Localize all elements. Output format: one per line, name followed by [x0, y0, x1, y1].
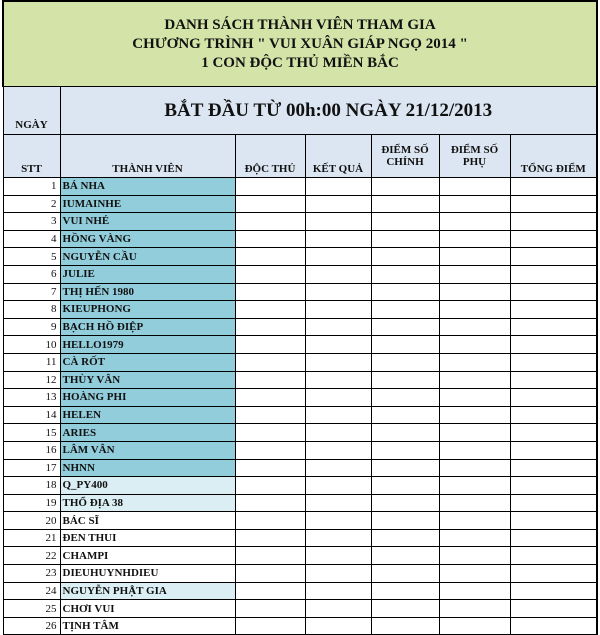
sub-score-cell[interactable]: [439, 424, 510, 442]
main-score-cell[interactable]: [371, 318, 439, 336]
member-name-cell[interactable]: ĐEN THUI: [60, 529, 235, 547]
member-name-cell[interactable]: THỔ ĐỊA 38: [60, 494, 235, 512]
ket-qua-cell[interactable]: [305, 582, 371, 600]
stt-cell[interactable]: 1: [3, 178, 60, 196]
main-score-cell[interactable]: [371, 459, 439, 477]
table-row: [3, 441, 597, 459]
doc-thu-cell[interactable]: [235, 494, 305, 512]
table-row: [3, 283, 597, 301]
ket-qua-cell[interactable]: [305, 529, 371, 547]
sub-score-cell[interactable]: [439, 477, 510, 495]
member-name-cell[interactable]: TỊNH TÂM: [60, 617, 235, 635]
table-row: [3, 301, 597, 319]
table-row: [3, 582, 597, 600]
stt-cell[interactable]: 23: [3, 565, 60, 583]
table-row: [3, 547, 597, 565]
doc-thu-cell[interactable]: [235, 512, 305, 530]
ket-qua-cell[interactable]: [305, 248, 371, 266]
table-row: [3, 600, 597, 618]
sub-score-cell[interactable]: [439, 318, 510, 336]
ket-qua-cell[interactable]: [305, 318, 371, 336]
sub-score-cell[interactable]: [439, 336, 510, 354]
ket-qua-cell[interactable]: [305, 301, 371, 319]
stt-cell[interactable]: 21: [3, 529, 60, 547]
member-name-cell[interactable]: HOÀNG PHI: [60, 389, 235, 407]
member-name-cell[interactable]: BÁ NHA: [60, 178, 235, 196]
doc-thu-cell[interactable]: [235, 371, 305, 389]
main-score-cell[interactable]: [371, 336, 439, 354]
total-score-cell[interactable]: [510, 336, 597, 354]
stt-cell[interactable]: 17: [3, 459, 60, 477]
ket-qua-cell[interactable]: [305, 459, 371, 477]
date-label-cell[interactable]: NGÀY: [3, 87, 60, 135]
ket-qua-cell[interactable]: [305, 195, 371, 213]
ket-qua-cell[interactable]: [305, 353, 371, 371]
main-score-cell[interactable]: [371, 283, 439, 301]
table-row: [3, 617, 597, 635]
member-name-cell[interactable]: HELEN: [60, 406, 235, 424]
doc-thu-cell[interactable]: [235, 248, 305, 266]
doc-thu-cell[interactable]: [235, 213, 305, 231]
member-name-cell[interactable]: THÙY VÂN: [60, 371, 235, 389]
main-score-cell[interactable]: [371, 529, 439, 547]
member-name-cell[interactable]: BÁC SĨ: [60, 512, 235, 530]
ket-qua-cell[interactable]: [305, 230, 371, 248]
member-name-cell[interactable]: HELLO1979: [60, 336, 235, 354]
member-name-cell[interactable]: ARIES: [60, 424, 235, 442]
stt-cell[interactable]: 3: [3, 213, 60, 231]
doc-thu-cell[interactable]: [235, 318, 305, 336]
total-score-cell[interactable]: [510, 441, 597, 459]
ket-qua-cell[interactable]: [305, 213, 371, 231]
member-name-cell[interactable]: THỊ HẾN 1980: [60, 283, 235, 301]
doc-thu-cell[interactable]: [235, 582, 305, 600]
doc-thu-cell[interactable]: [235, 600, 305, 618]
sub-score-cell[interactable]: [439, 213, 510, 231]
doc-thu-cell[interactable]: [235, 301, 305, 319]
main-score-cell[interactable]: [371, 494, 439, 512]
stt-cell[interactable]: 20: [3, 512, 60, 530]
header-member[interactable]: THÀNH VIÊN: [60, 135, 235, 178]
table-row: [3, 318, 597, 336]
ket-qua-cell[interactable]: [305, 265, 371, 283]
total-score-cell[interactable]: [510, 424, 597, 442]
member-name-cell[interactable]: HỒNG VÀNG: [60, 230, 235, 248]
sub-score-cell[interactable]: [439, 353, 510, 371]
main-score-cell[interactable]: [371, 424, 439, 442]
member-name-cell[interactable]: IUMAINHE: [60, 195, 235, 213]
stt-cell[interactable]: 19: [3, 494, 60, 512]
ket-qua-cell[interactable]: [305, 600, 371, 618]
sub-score-cell[interactable]: [439, 582, 510, 600]
main-score-cell[interactable]: [371, 195, 439, 213]
stt-cell[interactable]: 24: [3, 582, 60, 600]
doc-thu-cell[interactable]: [235, 178, 305, 196]
header-total[interactable]: TỔNG ĐIỂM: [510, 135, 597, 178]
total-score-cell[interactable]: [510, 565, 597, 583]
start-date-cell[interactable]: BẮT ĐẦU TỪ 00h:00 NGÀY 21/12/2013: [60, 87, 597, 135]
member-name-cell[interactable]: CÀ RỐT: [60, 353, 235, 371]
table-row: [3, 494, 597, 512]
main-score-cell[interactable]: [371, 230, 439, 248]
total-score-cell[interactable]: [510, 406, 597, 424]
table-row: [3, 512, 597, 530]
stt-cell[interactable]: 14: [3, 406, 60, 424]
main-score-cell[interactable]: [371, 512, 439, 530]
stt-cell[interactable]: 4: [3, 230, 60, 248]
doc-thu-cell[interactable]: [235, 230, 305, 248]
sub-score-cell[interactable]: [439, 547, 510, 565]
member-name-cell[interactable]: CHƠI VUI: [60, 600, 235, 618]
total-score-cell[interactable]: [510, 600, 597, 618]
sub-score-cell[interactable]: [439, 529, 510, 547]
sub-score-cell[interactable]: [439, 441, 510, 459]
sub-score-cell[interactable]: [439, 600, 510, 618]
member-name-cell[interactable]: VUI NHÉ: [60, 213, 235, 231]
ket-qua-cell[interactable]: [305, 283, 371, 301]
ket-qua-cell[interactable]: [305, 477, 371, 495]
doc-thu-cell[interactable]: [235, 529, 305, 547]
table-row: [3, 248, 597, 266]
table-row: [3, 353, 597, 371]
sub-score-cell[interactable]: [439, 248, 510, 266]
doc-thu-cell[interactable]: [235, 283, 305, 301]
doc-thu-cell[interactable]: [235, 441, 305, 459]
title-line-1: DANH SÁCH THÀNH VIÊN THAM GIA: [164, 16, 436, 33]
total-score-cell[interactable]: [510, 389, 597, 407]
table-row: [3, 406, 597, 424]
sub-score-cell[interactable]: [439, 178, 510, 196]
stt-cell[interactable]: 2: [3, 195, 60, 213]
total-score-cell[interactable]: [510, 353, 597, 371]
total-score-cell[interactable]: [510, 547, 597, 565]
sub-score-cell[interactable]: [439, 230, 510, 248]
sub-score-cell[interactable]: [439, 565, 510, 583]
table-row: [3, 565, 597, 583]
table-row: [3, 213, 597, 231]
total-score-cell[interactable]: [510, 230, 597, 248]
member-name-cell[interactable]: Q_PY400: [60, 477, 235, 495]
table-row: [3, 230, 597, 248]
doc-thu-cell[interactable]: [235, 565, 305, 583]
ket-qua-cell[interactable]: [305, 512, 371, 530]
table-row: [3, 336, 597, 354]
member-name-cell[interactable]: NHNN: [60, 459, 235, 477]
stt-cell[interactable]: 16: [3, 441, 60, 459]
total-score-cell[interactable]: [510, 213, 597, 231]
header-doc-thu[interactable]: ĐỘC THỦ: [235, 135, 305, 178]
member-name-cell[interactable]: BẠCH HỒ ĐIỆP: [60, 318, 235, 336]
table-row: [3, 529, 597, 547]
stt-cell[interactable]: 7: [3, 283, 60, 301]
doc-thu-cell[interactable]: [235, 477, 305, 495]
total-score-cell[interactable]: [510, 301, 597, 319]
total-score-cell[interactable]: [510, 265, 597, 283]
main-score-cell[interactable]: [371, 582, 439, 600]
ket-qua-cell[interactable]: [305, 336, 371, 354]
main-score-cell[interactable]: [371, 213, 439, 231]
stt-cell[interactable]: 8: [3, 301, 60, 319]
header-stt[interactable]: STT: [3, 135, 60, 178]
main-score-cell[interactable]: [371, 389, 439, 407]
ket-qua-cell[interactable]: [305, 424, 371, 442]
total-score-cell[interactable]: [510, 371, 597, 389]
doc-thu-cell[interactable]: [235, 265, 305, 283]
table-row: [3, 459, 597, 477]
main-score-cell[interactable]: [371, 565, 439, 583]
sub-score-cell[interactable]: [439, 512, 510, 530]
header-sub-score[interactable]: ĐIỂM SỐ PHỤ: [439, 135, 510, 178]
ket-qua-cell[interactable]: [305, 617, 371, 635]
main-score-cell[interactable]: [371, 265, 439, 283]
main-score-cell[interactable]: [371, 406, 439, 424]
ket-qua-cell[interactable]: [305, 406, 371, 424]
sub-score-cell[interactable]: [439, 283, 510, 301]
member-table: [2, 0, 598, 635]
total-score-cell[interactable]: [510, 617, 597, 635]
ket-qua-cell[interactable]: [305, 441, 371, 459]
total-score-cell[interactable]: [510, 248, 597, 266]
sub-score-cell[interactable]: [439, 265, 510, 283]
doc-thu-cell[interactable]: [235, 195, 305, 213]
stt-cell[interactable]: 6: [3, 265, 60, 283]
title-line-2: CHƯƠNG TRÌNH " VUI XUÂN GIÁP NGỌ 2014 ": [132, 35, 468, 52]
stt-cell[interactable]: 10: [3, 336, 60, 354]
ket-qua-cell[interactable]: [305, 389, 371, 407]
ket-qua-cell[interactable]: [305, 547, 371, 565]
stt-cell[interactable]: 25: [3, 600, 60, 618]
stt-cell[interactable]: 13: [3, 389, 60, 407]
doc-thu-cell[interactable]: [235, 353, 305, 371]
sub-score-cell[interactable]: [439, 301, 510, 319]
doc-thu-cell[interactable]: [235, 389, 305, 407]
doc-thu-cell[interactable]: [235, 617, 305, 635]
total-score-cell[interactable]: [510, 318, 597, 336]
table-row: [3, 477, 597, 495]
stt-cell[interactable]: 9: [3, 318, 60, 336]
member-name-cell[interactable]: NGUYỄN CẦU: [60, 248, 235, 266]
doc-thu-cell[interactable]: [235, 406, 305, 424]
stt-cell[interactable]: 5: [3, 248, 60, 266]
stt-cell[interactable]: 11: [3, 353, 60, 371]
table-row: [3, 178, 597, 196]
ket-qua-cell[interactable]: [305, 371, 371, 389]
ket-qua-cell[interactable]: [305, 178, 371, 196]
main-score-cell[interactable]: [371, 371, 439, 389]
total-score-cell[interactable]: [510, 582, 597, 600]
ket-qua-cell[interactable]: [305, 494, 371, 512]
total-score-cell[interactable]: [510, 529, 597, 547]
stt-cell[interactable]: 26: [3, 617, 60, 635]
member-name-cell[interactable]: DIEUHUYNHDIEU: [60, 565, 235, 583]
total-score-cell[interactable]: [510, 178, 597, 196]
main-score-cell[interactable]: [371, 353, 439, 371]
sub-score-cell[interactable]: [439, 459, 510, 477]
sub-score-cell[interactable]: [439, 371, 510, 389]
doc-thu-cell[interactable]: [235, 336, 305, 354]
main-score-cell[interactable]: [371, 600, 439, 618]
sub-score-cell[interactable]: [439, 389, 510, 407]
sub-score-cell[interactable]: [439, 617, 510, 635]
member-name-cell[interactable]: LÂM VÂN: [60, 441, 235, 459]
main-score-cell[interactable]: [371, 301, 439, 319]
total-score-cell[interactable]: [510, 459, 597, 477]
stt-cell[interactable]: 22: [3, 547, 60, 565]
header-main-score[interactable]: ĐIỂM SỐ CHÍNH: [371, 135, 439, 178]
main-score-cell[interactable]: [371, 248, 439, 266]
member-name-cell[interactable]: CHAMPI: [60, 547, 235, 565]
table-row: [3, 371, 597, 389]
main-score-cell[interactable]: [371, 178, 439, 196]
stt-cell[interactable]: 15: [3, 424, 60, 442]
title-line-3: 1 CON ĐỘC THỦ MIỀN BẮC: [201, 54, 399, 71]
main-score-cell[interactable]: [371, 547, 439, 565]
sub-score-cell[interactable]: [439, 494, 510, 512]
sub-score-cell[interactable]: [439, 195, 510, 213]
table-row: [3, 424, 597, 442]
title-block[interactable]: [3, 1, 597, 87]
doc-thu-cell[interactable]: [235, 547, 305, 565]
sub-score-cell[interactable]: [439, 406, 510, 424]
stt-cell[interactable]: 12: [3, 371, 60, 389]
main-score-cell[interactable]: [371, 477, 439, 495]
total-score-cell[interactable]: [510, 283, 597, 301]
doc-thu-cell[interactable]: [235, 424, 305, 442]
table-row: [3, 265, 597, 283]
total-score-cell[interactable]: [510, 477, 597, 495]
table-row: [3, 389, 597, 407]
member-name-cell[interactable]: KIEUPHONG: [60, 301, 235, 319]
main-score-cell[interactable]: [371, 441, 439, 459]
total-score-cell[interactable]: [510, 195, 597, 213]
member-name-cell[interactable]: JULIE: [60, 265, 235, 283]
ket-qua-cell[interactable]: [305, 565, 371, 583]
member-name-cell[interactable]: NGUYỄN PHẬT GIA: [60, 582, 235, 600]
doc-thu-cell[interactable]: [235, 459, 305, 477]
total-score-cell[interactable]: [510, 512, 597, 530]
stt-cell[interactable]: 18: [3, 477, 60, 495]
table-row: [3, 195, 597, 213]
header-ket-qua[interactable]: KẾT QUẢ: [305, 135, 371, 178]
main-score-cell[interactable]: [371, 617, 439, 635]
total-score-cell[interactable]: [510, 494, 597, 512]
